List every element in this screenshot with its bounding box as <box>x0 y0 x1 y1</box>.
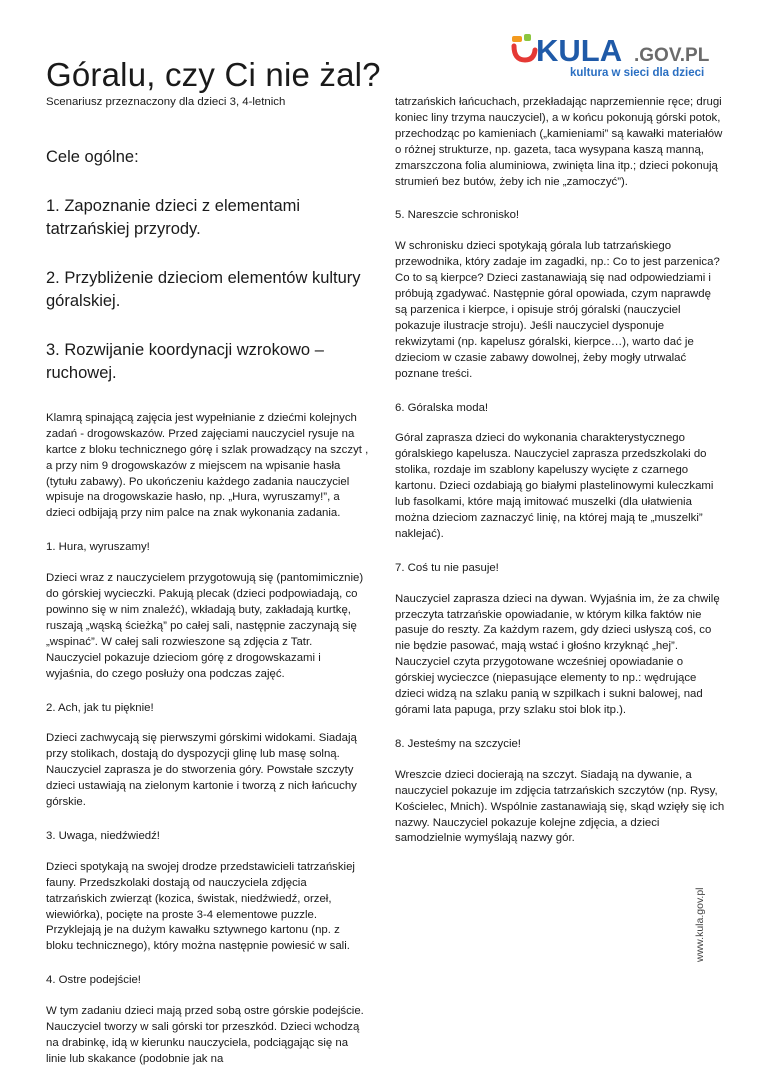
logo-domain: .GOV.PL <box>634 45 710 66</box>
section-title-4: 4. Ostre podejście! <box>46 974 141 987</box>
goal-item: 2. Przybliżenie dzieciom elementów kultury góralskiej. <box>46 268 361 310</box>
logo-brand: KULA <box>536 33 623 68</box>
section-title-7: 7. Coś tu nie pasuje! <box>395 561 499 574</box>
section-title-6: 6. Góralska moda! <box>395 401 489 414</box>
section-text-1: Dzieci wraz z nauczycielem przygotowują się (pantomimicznie) do górskiej wycieczki. Pakują plecak (dzieci podpowiadają, co powinno się w nim znaleźć), wkładają buty, zakładają kurtkę, ruszają „wąską ścieżką” po całej sali, następnie zaczynają się „wspinać”. W całej sali rozwieszone są zdjęcia z Tatr. Nauczyciel pokazuje dzieciom górę z drogowskazami i wyjaśnia, do czego posłuży ona podczas zajęć. <box>46 572 364 680</box>
section-text-4: W tym zadaniu dzieci mają przed sobą ostre górskie podejście. Nauczyciel tworzy w sali górski tor przeszkód. Dzieci wchodzą na drabinkę, idą w kierunku nauczyciela, podciągając się na linie lub skakance (podobnie jak na <box>46 1005 364 1065</box>
section-title-2: 2. Ach, jak tu pięknie! <box>46 701 154 714</box>
section-text-5: W schronisku dzieci spotykają górala lub tatrzańskiego przewodnika, który zadaje im zagadki, np.: Co to jest parzenica? Co to są kierpce? Dzieci zastanawiają się nad odpowiedziami i próbują zgadywać. Następnie góral opowiada, czym naprawdę są parzenica i kierpce, i opisuje strój góralski (nauczyciel pokazuje ilustracje stroju). Jeśli nauczyciel dysponuje rekwizytami (np. kapelusz góralski, kierpce…), warto dać je dzieciom w czasie zabawy dowolnej, żeby mogły utrwalać poznane treści. <box>395 240 720 380</box>
section-title-5: 5. Nareszcie schronisko! <box>395 209 520 222</box>
logo-tagline: kultura w sieci dla dzieci <box>570 67 705 79</box>
goal-item: 1. Zapoznanie dzieci z elementami tatrzańskiej przyrody. <box>46 196 301 238</box>
section-text-8: Wreszcie dzieci docierają na szczyt. Siadają na dywanie, a nauczyciel pokazuje im zdjęcia tatrzańskich szczytów (np. Rysy, Kościelec, Mnich). Wspólnie zastanawiają się, skąd wzięły się ich nazwy. Nauczyciel pokazuje kolejne zdjęcia, a dzieci samodzielnie wymyślają nazwy gór. <box>395 768 725 845</box>
goal-item: 3. Rozwijanie koordynacji wzrokowo –ruchowej. <box>46 340 324 382</box>
side-url: www.kula.gov.pl <box>694 887 706 962</box>
section-title-3: 3. Uwaga, niedźwiedź! <box>46 829 160 842</box>
logo-green-block <box>524 34 531 41</box>
section-title-8: 8. Jesteśmy na szczycie! <box>395 737 521 750</box>
page-title: Góralu, czy Ci nie żal? <box>46 56 381 94</box>
section-text-6: Góral zaprasza dzieci do wykonania charakterystycznego góralskiego kapelusza. Nauczyciel zaprasza przedszkolaki do stolika, rozdaje im szablony kapeluszy wycięte z czarnego kartonu. Dzieci ozdabiają go białymi plastelinowymi kuleczkami lub fasolkami, które mają imitować muszelki (dla ułatwienia można dzieciom zaznaczyć linię, na której mają te „muszelki” naklejać). <box>395 432 714 540</box>
section-text-4-continued: tatrzańskich łańcuchach, przekładając naprzemiennie ręce; drugi koniec liny trzyma nauczyciel), a w końcu pokonują górski potok, przechodząc po kamieniach („kamieniami” są kawałki materiałów o różnej strukturze, np. gazeta, taca wysypana kaszą manną, zmarszczona folia aluminiowa, zwinięta lina itp.; dzieci pokonują strumień bez butów, żeby ich nie „zamoczyć”). <box>395 96 723 188</box>
right-column <box>395 95 725 847</box>
kula-logo <box>510 30 725 82</box>
section-text-7: Nauczyciel zaprasza dzieci na dywan. Wyjaśnia im, że za chwilę przeczyta tatrzańskie opowiadanie, w którym kilka faktów nie pasuje do reszty. Za każdym razem, gdy dzieci usłyszą coś, co nie będzie pasować, mają wstać i głośno krzyknąć „hej”. Nauczyciel czyta przygotowane wcześniej opowiadanie o górskiej wycieczce (niepasujące elementy to np.: wędrujące dzieci widzą na szlaku panią w szpilkach i sukni balowej, nad górami lata papuga, przy szlaku stoi blok itp.). <box>395 592 720 716</box>
scenario-subtitle: Scenariusz przeznaczony dla dzieci 3, 4-letnich <box>46 96 286 108</box>
left-column <box>46 95 370 1068</box>
section-text-2: Dzieci zachwycają się pierwszymi górskimi widokami. Siadają przy stolikach, dostają do dyspozycji glinę lub masę solną. Nauczyciel zaprasza je do stworzenia góry. Powstałe szczyty dzieci ustawiają na zielonym kartonie i tworzą z nich łańcuchy górskie. <box>46 732 357 809</box>
section-title-1: 1. Hura, wyruszamy! <box>46 541 150 554</box>
logo-smile <box>514 46 535 60</box>
goals-heading: Cele ogólne: <box>46 147 139 166</box>
logo-orange-block <box>512 36 522 42</box>
intro-paragraph: Klamrą spinającą zajęcia jest wypełnianie z dziećmi kolejnych zadań - drogowskazów. Przed zajęciami nauczyciel rysuje na kartce z bloku technicznego górę i szlak prowadzący na szczyt , a przy nim 9 drogowskazów z miejscem na wpisanie hasła (tytułu zabawy). Po ukończeniu każdego zadania nauczyciel wpisuje na drogowskazie hasło, np. „Hura, wyruszamy!”, a dzieci odbijają przy nim palce na znak wykonania zadania. <box>46 411 369 520</box>
section-text-3: Dzieci spotykają na swojej drodze przedstawicieli tatrzańskiej fauny. Przedszkolaki dostają od nauczyciela zdjęcia tatrzańskich zwierząt (kozica, świstak, niedźwiedź, orzeł, wiewiórka), pocięte na proste 3-4 elementowe puzzle. Przyklejają je na dużym kawałku sztywnego kartonu (np. z bloku technicznego), który można następnie powiesić w sali. <box>46 860 355 953</box>
